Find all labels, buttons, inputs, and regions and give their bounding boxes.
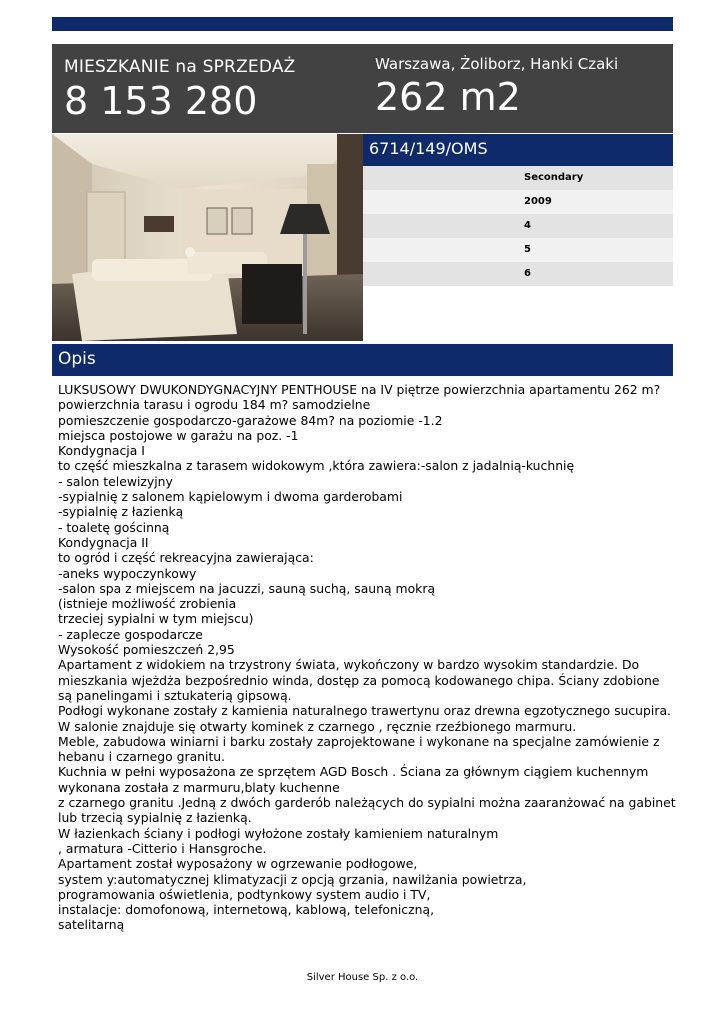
footer-company: Silver House Sp. z o.o. — [306, 972, 419, 983]
price: 8 153 280 — [64, 79, 258, 123]
offer-type: MIESZKANIE na SPRZEDAŻ — [64, 57, 296, 77]
listing-header — [52, 44, 673, 133]
description-line: Kondygnacja II — [58, 534, 149, 550]
top-accent-bar — [52, 17, 673, 31]
description-header — [52, 344, 673, 376]
description-line: (istnieje możliwość zrobienia — [58, 596, 237, 612]
description-line: -aneks wypoczynkowy — [58, 565, 197, 581]
description-line: LUKSUSOWY DWUKONDYGNACYJNY PENTHOUSE na IV piętrze powierzchnia apartamentu 262 m? — [58, 382, 661, 397]
detail-value: 5 — [524, 244, 531, 255]
detail-row — [363, 262, 673, 286]
description-line: -salon spa z miejscem na jacuzzi, sauną suchą, sauną mokrą — [58, 580, 436, 596]
description-line: programowania oświetlenia, podtynkowy system audio i TV, — [58, 886, 431, 902]
reference-bar — [363, 134, 673, 166]
description-line: - toaletę gościnną — [58, 519, 170, 535]
description-line: instalacje: domofonową, internetową, kablową, telefoniczną, — [58, 902, 435, 918]
description-line: lub trzecią sypialnię z łazienką. — [58, 810, 252, 826]
description-line: system y:automatycznej klimatyzacji z opcją grzania, nawilżania powietrza, — [58, 871, 527, 887]
description-line: trzeciej sypialni w tym miejscu) — [58, 611, 254, 627]
description-line: hebanu i czarnego granitu. — [58, 749, 226, 765]
description-line: - zaplecze gospodarcze — [58, 626, 203, 642]
description-line: pomieszczenie gospodarczo-garażowe 84m? na poziomie -1.2 — [58, 412, 443, 428]
description-line: Wysokość pomieszczeń 2,95 — [58, 642, 235, 658]
description-line: Podłogi wykonane zostały z kamienia naturalnego trawertynu oraz drewna egzotycznego sucupira. — [58, 703, 671, 719]
description-line: Apartament został wyposażony w ogrzewanie podłogowe, — [58, 856, 418, 872]
detail-row — [363, 214, 673, 238]
detail-row — [363, 190, 673, 214]
description-line: Apartament z widokiem na trzystrony świata, wykończony w bardzo wysokim standardzie. Do — [58, 657, 640, 673]
description-line: Kuchnia w pełni wyposażona ze sprzętem AGD Bosch . Ściana za głównym ciągiem kuchennym — [58, 764, 649, 780]
location: Warszawa, Żoliborz, Hanki Czaki — [375, 55, 619, 73]
description-line: -sypialnię z łazienką — [58, 504, 184, 520]
detail-row — [363, 166, 673, 190]
description-line: z czarnego granitu .Jedną z dwóch garderób należących do sypialni można zaaranżować na gabinet — [58, 795, 676, 811]
description-line: W łazienkach ściany i podłogi wyłożone zostały kamieniem naturalnym — [58, 825, 499, 841]
area: 262 m2 — [375, 75, 521, 119]
description-line: Kondygnacja I — [58, 443, 145, 459]
description-line: Meble, zabudowa winiarni i barku zostały zaprojektowane i wykonane na specjalne zamówienie z — [58, 733, 660, 749]
description-line: to ogród i część rekreacyjna zawierająca: — [58, 550, 314, 566]
description-line: W salonie znajduje się otwarty kominek z czarnego , ręcznie rzeźbionego marmuru. — [58, 718, 577, 734]
detail-value: 4 — [524, 220, 531, 231]
detail-row — [363, 238, 673, 262]
detail-value: 6 — [524, 268, 531, 279]
property-photo — [52, 134, 363, 341]
description-line: to część mieszkalna z tarasem widokowym ,która zawiera:-salon z jadalnią-kuchnię — [58, 458, 575, 474]
description-line: wykonana została z marmuru,blaty kuchenne — [58, 779, 340, 795]
detail-value: Secondary — [524, 172, 584, 183]
reference-number: 6714/149/OMS — [369, 139, 488, 158]
description-line: mieszkania wjeżdża bezpośrednio winda, dostęp za pomocą kodowanego chipa. Ściany zdobione — [58, 672, 660, 688]
description-text — [58, 382, 676, 933]
description-line: miejsca postojowe w garażu na poz. -1 — [58, 427, 299, 443]
details-table — [363, 166, 673, 286]
description-line: , armatura -Citterio i Hansgroche. — [58, 840, 267, 856]
description-line: są panelingami i sztukaterią gipsową. — [58, 687, 292, 703]
description-line: satelitarną — [58, 917, 125, 933]
description-line: -sypialnię z salonem kąpielowym i dwoma garderobami — [58, 489, 403, 505]
description-line: powierzchnia tarasu i ogrodu 184 m? samodzielne — [58, 397, 371, 413]
description-line: - salon telewizyjny — [58, 473, 173, 489]
detail-value: 2009 — [524, 196, 552, 207]
description-heading: Opis — [58, 349, 96, 369]
